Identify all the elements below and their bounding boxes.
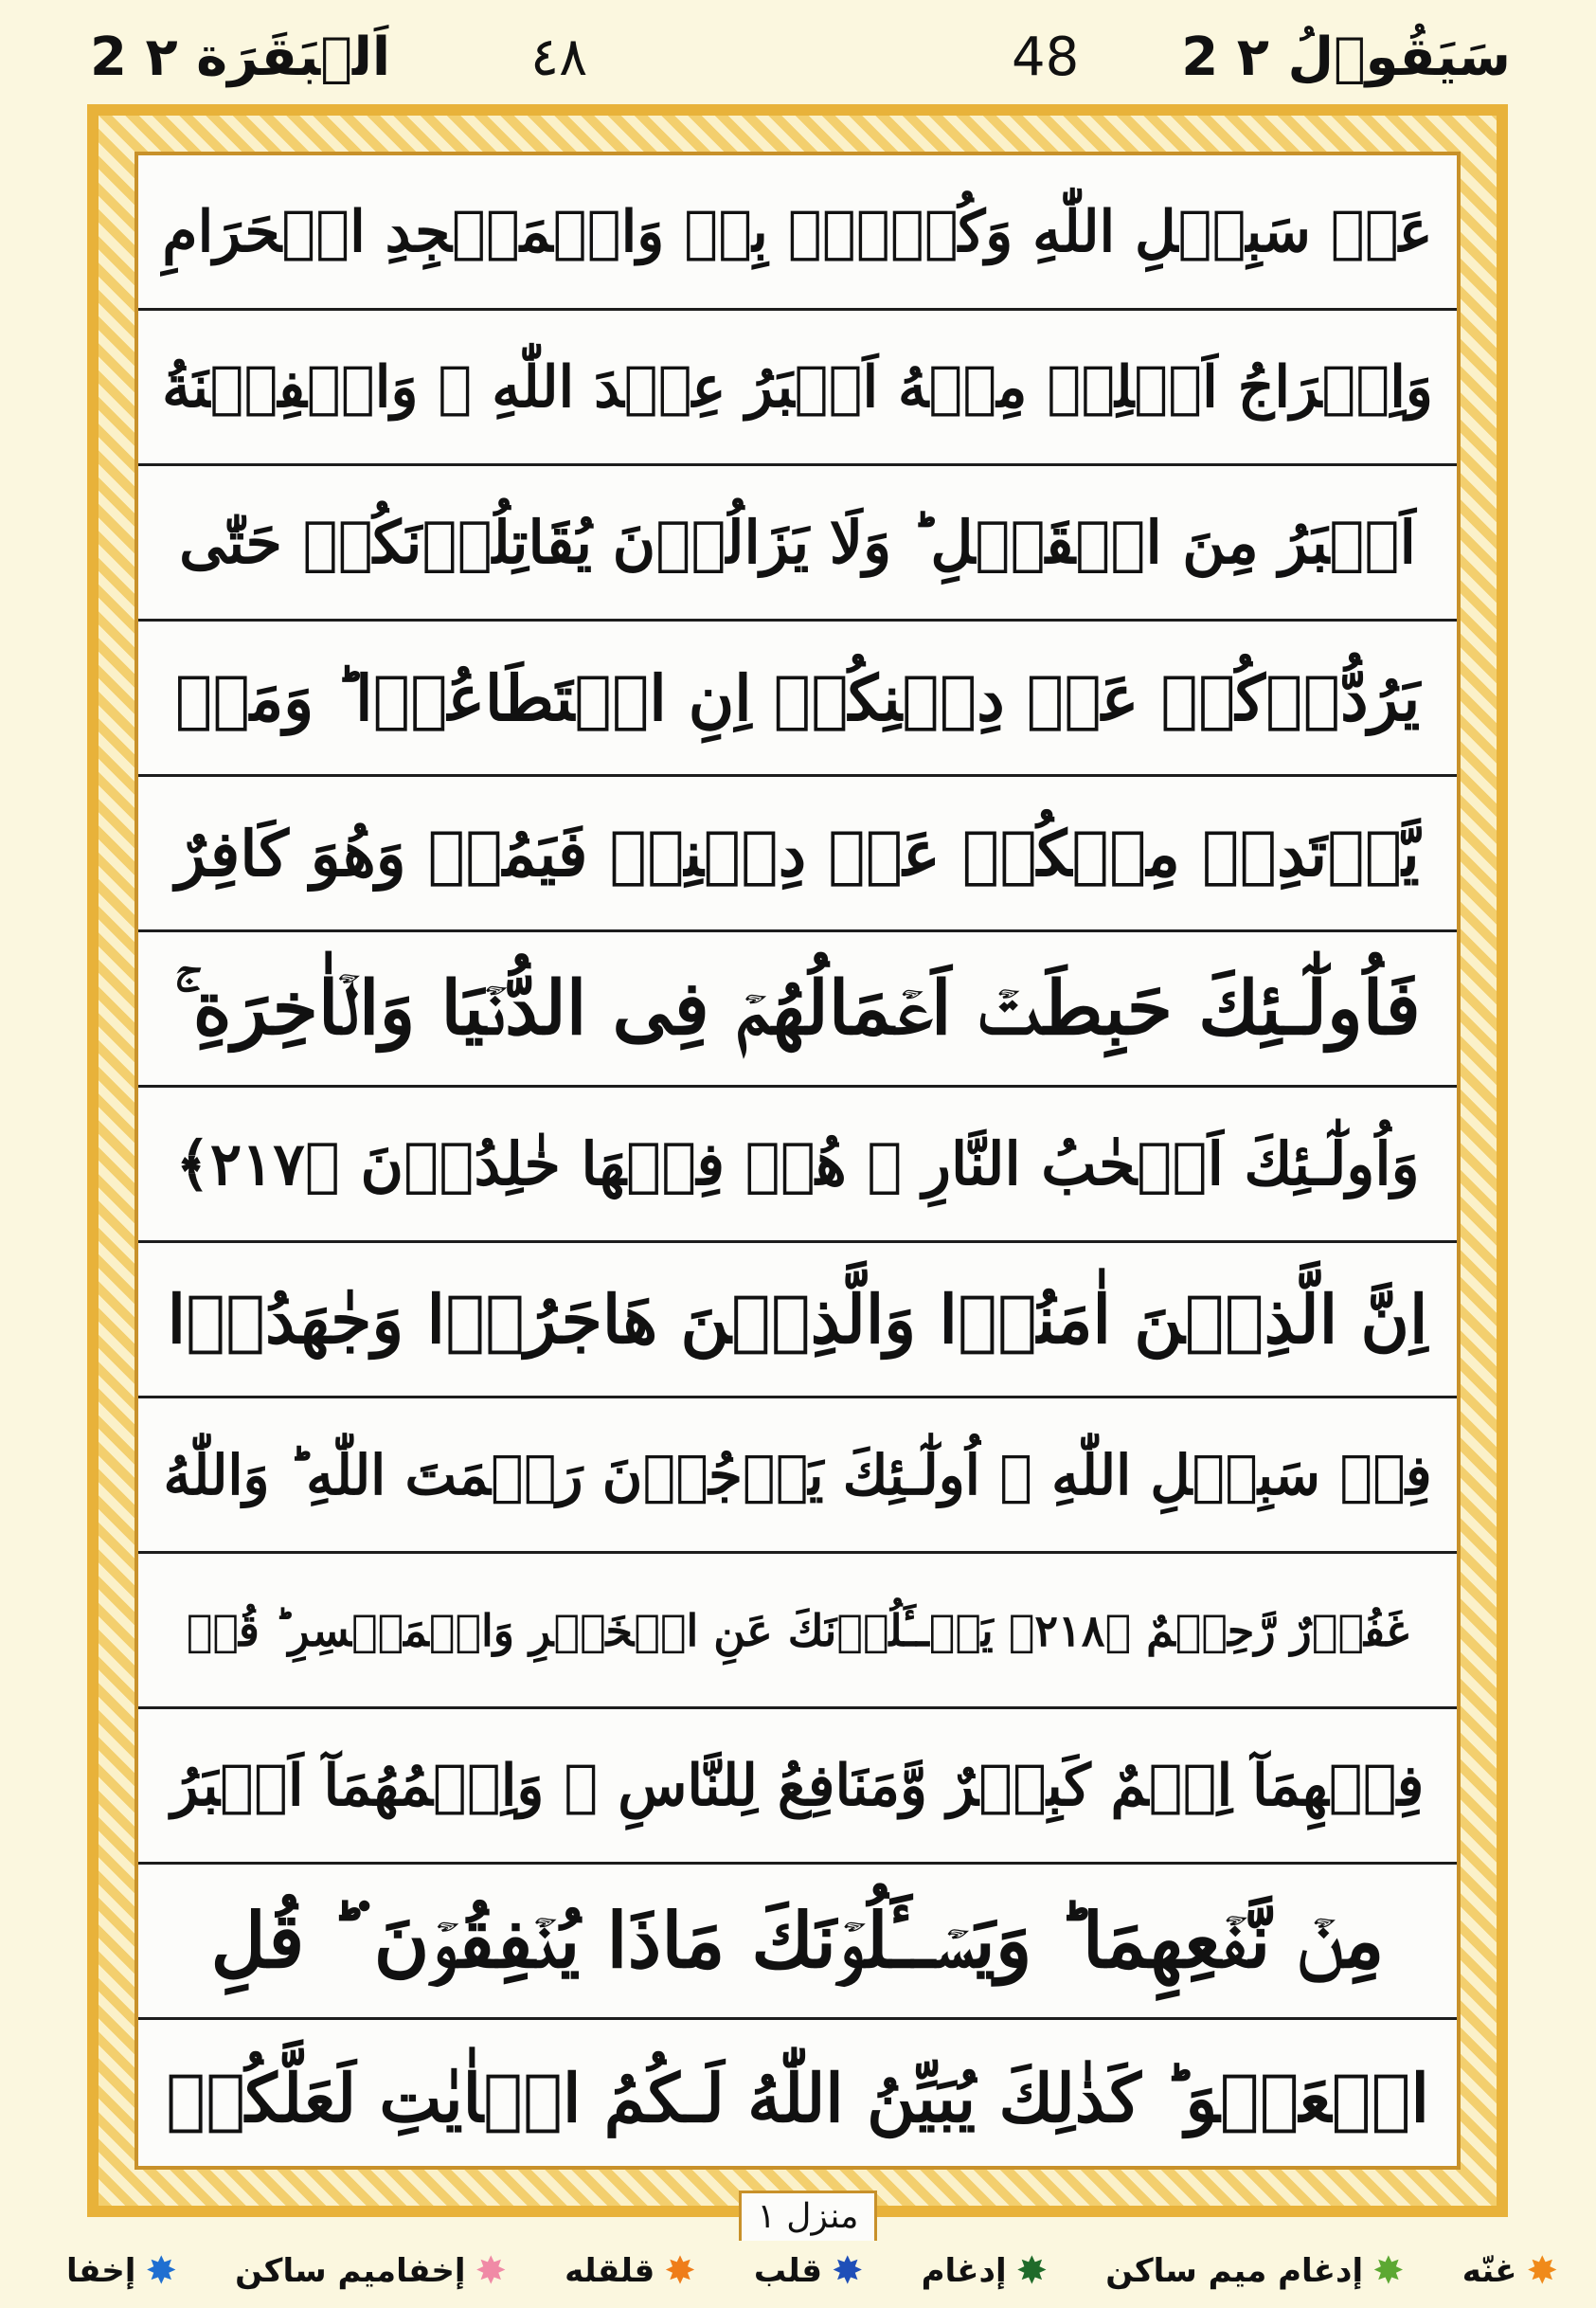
legend-item [565, 2249, 696, 2293]
star-icon: ✸ [1372, 2249, 1405, 2293]
verse-line: اِنَّ الَّذِيۡنَ اٰمَنُوۡا وَالَّذِيۡنَ هَاجَرُوۡا وَجٰهَدُوۡا [138, 1243, 1457, 1398]
verse-line: فِىۡ سَبِيۡلِ اللّٰهِ ۙ اُولٰٓـئِكَ يَرۡجُوۡنَ رَحۡمَتَ اللّٰهِ ؕ وَاللّٰهُ [138, 1398, 1457, 1554]
verse-line: وَاُولٰٓـئِكَ اَصۡحٰبُ النَّارِ ۚ هُمۡ فِيۡهَا خٰلِدُوۡنَ ﴿۲۱۷﴾ [138, 1088, 1457, 1243]
verse-line: اَكۡبَرُ مِنَ الۡقَتۡلِ ؕ وَلَا يَزَالُوۡنَ يُقَاتِلُوۡنَكُمۡ حَتّٰى [138, 466, 1457, 622]
legend-label: إدغام ميم ساكن [1105, 2252, 1364, 2290]
star-icon: ✸ [145, 2249, 177, 2293]
verse-line: فِيۡهِمَآ اِثۡمٌ كَبِيۡرٌ وَّمَنَافِعُ لِلنَّاسِ ۚ وَاِثۡمُهُمَآ اَكۡبَرُ [138, 1709, 1457, 1865]
legend-item [753, 2249, 864, 2293]
manzil-label: منزل ١ [739, 2191, 877, 2241]
legend-item [921, 2249, 1049, 2293]
verse-line: عَنۡ سَبِيۡلِ اللّٰهِ وَكُفۡرٌۢ بِهٖ وَالۡمَسۡجِدِ الۡحَرَامِ [138, 155, 1457, 311]
legend-item [1462, 2249, 1558, 2293]
juz-name: 2 سَيَقُوۡلُ ٢ [1181, 27, 1511, 88]
verse-line: فَاُولٰٓـئِكَ حَبِطَتۡ اَعۡمَالُهُمۡ فِى الدُّنۡيَا وَالۡاٰخِرَةِ ۚ [138, 932, 1457, 1088]
legend-item [235, 2249, 507, 2293]
verse-line: وَاِخۡرَاجُ اَهۡلِهٖ مِنۡهُ اَكۡبَرُ عِنۡدَ اللّٰهِ ۚ وَالۡفِتۡنَةُ [138, 311, 1457, 466]
surah-name: 2 اَلۡبَقَرَة ٢ [90, 27, 391, 88]
star-icon: ✸ [664, 2249, 696, 2293]
legend-label: إدغام [921, 2252, 1007, 2290]
verse-line: يَّرۡتَدِدۡ مِنۡكُمۡ عَنۡ دِيۡنِهٖ فَيَمُتۡ وَهُوَ كَافِرٌ [138, 777, 1457, 932]
verse-line: الۡعَفۡوَ ؕ كَذٰلِكَ يُبَيِّنُ اللّٰهُ لَـكُمُ الۡاٰيٰتِ لَعَلَّكُمۡ [166, 2058, 1429, 2137]
star-icon: ✸ [1526, 2249, 1558, 2293]
verse-lines [138, 155, 1457, 2166]
legend-label: إخفا [66, 2252, 136, 2290]
star-icon: ✸ [832, 2249, 864, 2293]
star-icon: ✸ [475, 2249, 507, 2293]
verse-line: مِنۡ نَّفۡعِهِمَا ؕ وَيَسۡــَٔلُوۡنَكَ مَاذَا يُنۡفِقُوۡنَ ۬ ؕ قُلِ [138, 1865, 1457, 2020]
page-number-arabic: ٤٨ [530, 27, 588, 88]
legend-label: إخفاميم ساكن [235, 2252, 466, 2290]
ornamental-border [87, 104, 1508, 2217]
legend-item [66, 2249, 177, 2293]
page-number: 48 [1012, 27, 1080, 88]
legend-label: قلقله [565, 2252, 655, 2290]
verse-line: يَرُدُّوۡكُمۡ عَنۡ دِيۡنِكُمۡ اِنِ اسۡتَطَاعُوۡا ؕ وَمَنۡ [138, 622, 1457, 777]
legend-label: غنّه [1462, 2252, 1517, 2290]
legend-label: قلب [753, 2252, 822, 2290]
legend-item [1105, 2249, 1405, 2293]
star-icon: ✸ [1015, 2249, 1049, 2293]
text-panel [134, 152, 1461, 2170]
tajweed-legend [66, 2247, 1558, 2295]
verse-line: غَفُوۡرٌ رَّحِيۡمٌ ﴿۲۱۸﴾ يَسۡــَٔلُوۡنَكَ عَنِ الۡخَمۡرِ وَالۡمَيۡسِرِ ؕ قُلۡ [138, 1554, 1457, 1709]
